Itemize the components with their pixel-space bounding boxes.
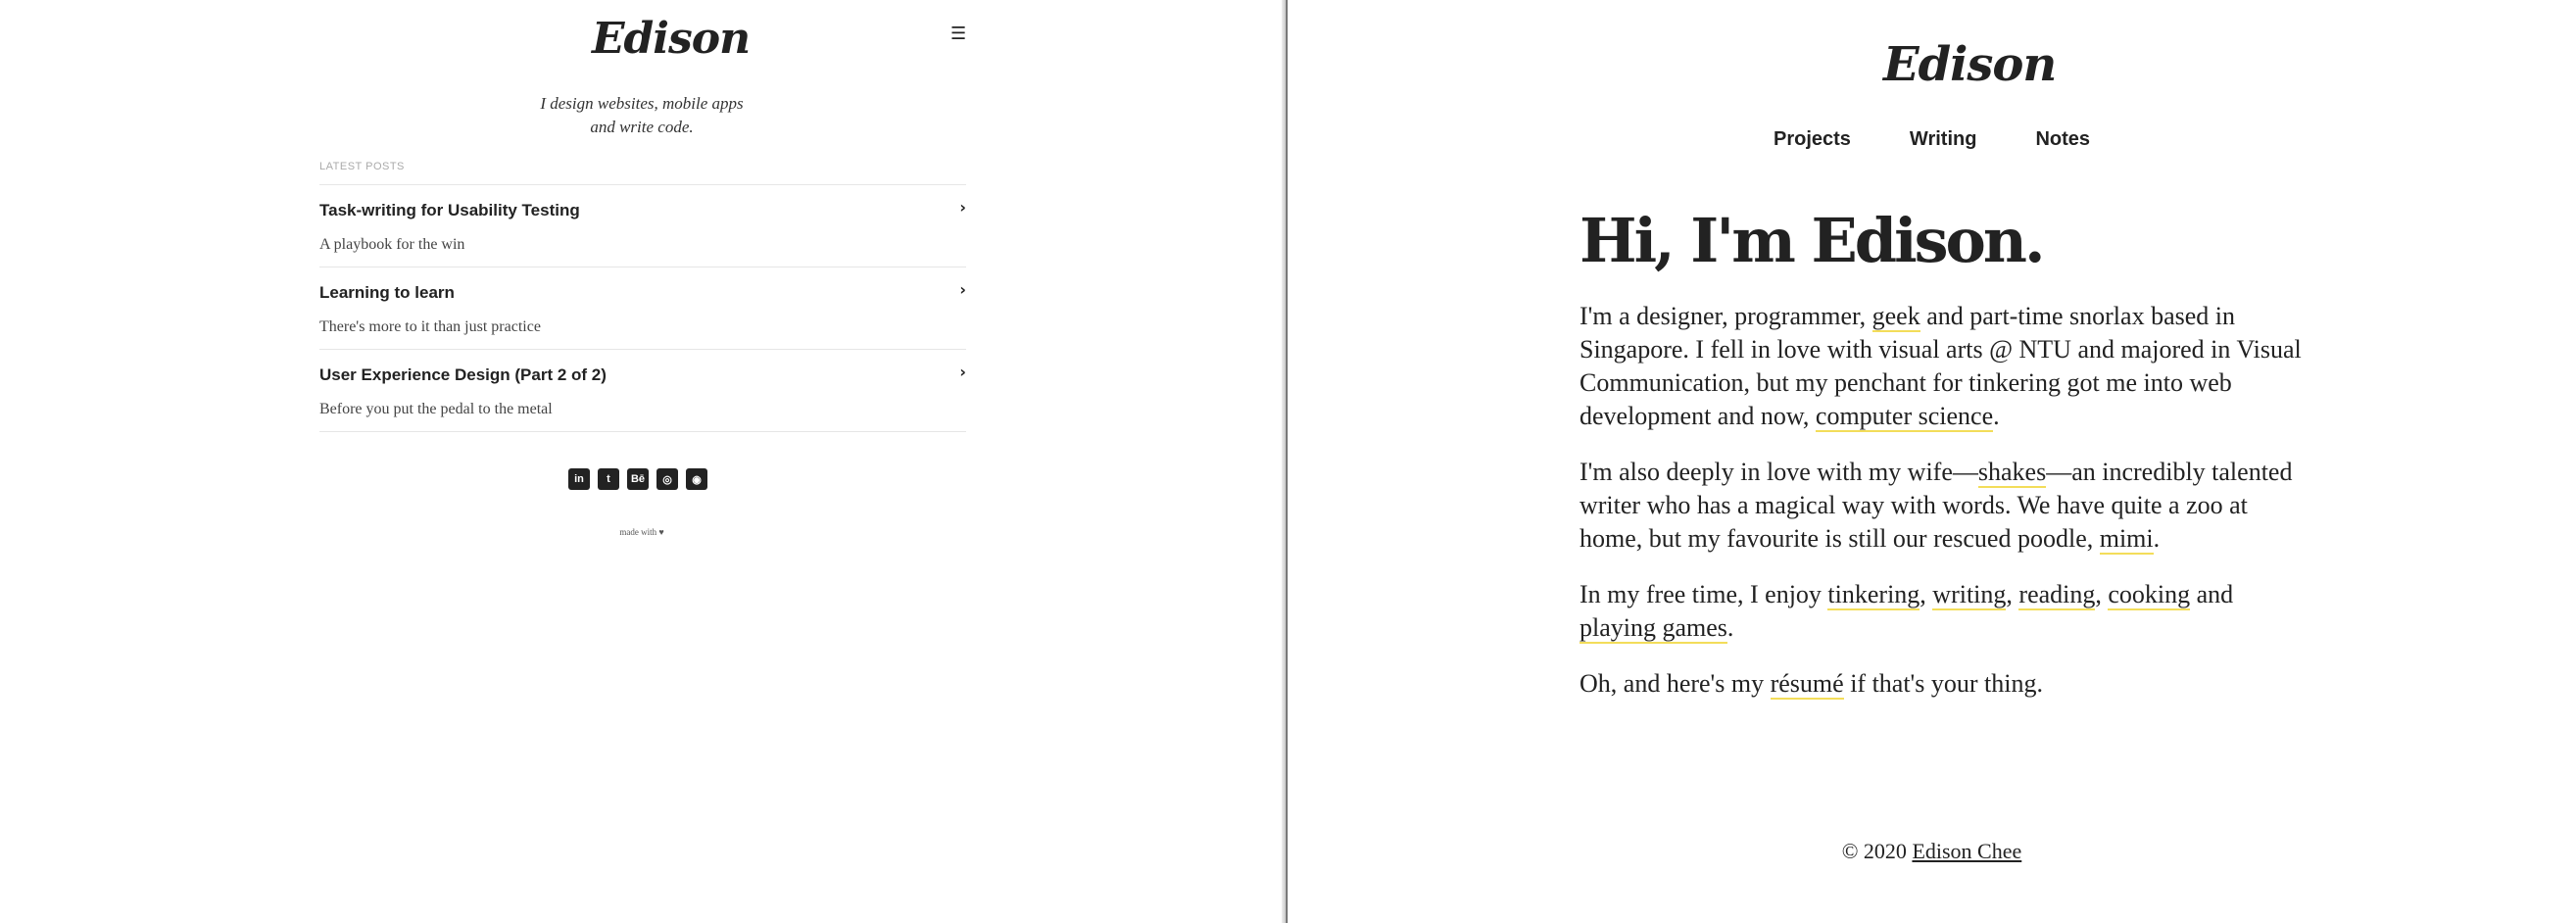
link-resume[interactable]: résumé: [1770, 669, 1844, 698]
site-logo[interactable]: Edison: [592, 14, 751, 64]
bio-text: I'm a designer, programmer,: [1580, 302, 1872, 330]
dribbble-icon[interactable]: ◎: [656, 468, 678, 490]
footer-author-link[interactable]: Edison Chee: [1912, 839, 2022, 863]
posts-list: [319, 184, 966, 432]
bio-text: —an incredibly talented writer who has a magical way with words. We have quite a zoo at home, but my favourite is still our rescued poodle,: [1580, 458, 2293, 553]
twitter-icon[interactable]: t: [598, 468, 619, 490]
mobile-preview-pane: [0, 0, 1286, 923]
post-item[interactable]: [319, 267, 966, 350]
post-subtitle: There's more to it than just practice: [319, 318, 541, 335]
bio: [1580, 300, 2305, 723]
bio-text: I'm also deeply in love with my wife—: [1580, 458, 1978, 486]
linkedin-icon[interactable]: in: [568, 468, 590, 490]
chevron-right-icon[interactable]: ›: [959, 280, 966, 299]
link-computer-science[interactable]: computer science: [1815, 402, 1994, 430]
made-with-note: made with ♥: [619, 527, 664, 537]
bio-text: .: [2153, 524, 2161, 553]
site-logo[interactable]: Edison: [1883, 37, 2057, 92]
post-item[interactable]: [319, 185, 966, 267]
footer: [1288, 839, 2576, 864]
bio-text: ,: [2095, 580, 2109, 608]
link-playing-games[interactable]: playing games: [1580, 613, 1727, 642]
post-subtitle: A playbook for the win: [319, 236, 465, 253]
tagline-line-2: and write code.: [590, 118, 694, 136]
behance-icon[interactable]: Bē: [627, 468, 649, 490]
bio-text: if that's your thing.: [1843, 669, 2043, 698]
tagline-line-1: I design websites, mobile apps: [540, 94, 744, 113]
main-nav: [1288, 128, 2576, 151]
nav-projects[interactable]: Projects: [1773, 128, 1851, 150]
post-title[interactable]: User Experience Design (Part 2 of 2): [319, 365, 607, 384]
link-writing[interactable]: writing: [1932, 580, 2007, 608]
bio-text: and: [2190, 580, 2234, 608]
bio-text: and part-time snorlax based in Singapore. I fell in love with visual arts @ NTU and majored in Visual Communication, but my penchant for tinkering got me into web development and now,: [1580, 302, 2302, 430]
bio-text: In my free time, I enjoy: [1580, 580, 1828, 608]
bio-paragraph-4: [1580, 667, 2305, 701]
bio-text: Oh, and here's my: [1580, 669, 1771, 698]
bio-paragraph-1: [1580, 300, 2305, 433]
github-icon[interactable]: ◉: [686, 468, 707, 490]
chevron-right-icon[interactable]: ›: [959, 198, 966, 217]
copyright-text: © 2020: [1841, 839, 1913, 863]
link-cooking[interactable]: cooking: [2108, 580, 2191, 608]
nav-notes[interactable]: Notes: [2035, 128, 2091, 150]
post-item[interactable]: [319, 350, 966, 432]
bio-paragraph-3: [1580, 578, 2305, 645]
link-mimi[interactable]: mimi: [2099, 524, 2154, 553]
bio-paragraph-2: [1580, 456, 2305, 556]
desktop-preview-pane: [1288, 0, 2576, 923]
chevron-right-icon[interactable]: ›: [959, 363, 966, 381]
post-subtitle: Before you put the pedal to the metal: [319, 401, 553, 417]
post-title[interactable]: Learning to learn: [319, 283, 455, 302]
tagline: [490, 92, 794, 139]
link-geek[interactable]: geek: [1871, 302, 1920, 330]
social-links: [568, 468, 707, 490]
bio-text: .: [1726, 613, 1734, 642]
nav-writing[interactable]: Writing: [1909, 128, 1977, 150]
latest-posts-heading: LATEST POSTS: [319, 161, 405, 172]
page-title: Hi, I'm Edison.: [1580, 205, 2043, 276]
bio-text: ,: [2006, 580, 2019, 608]
bio-text: .: [1993, 402, 2000, 430]
link-tinkering[interactable]: tinkering: [1827, 580, 1920, 608]
hamburger-icon[interactable]: ☰: [950, 24, 967, 44]
bio-text: ,: [1920, 580, 1933, 608]
link-shakes[interactable]: shakes: [1977, 458, 2047, 486]
post-title[interactable]: Task-writing for Usability Testing: [319, 201, 580, 219]
link-reading[interactable]: reading: [2018, 580, 2096, 608]
